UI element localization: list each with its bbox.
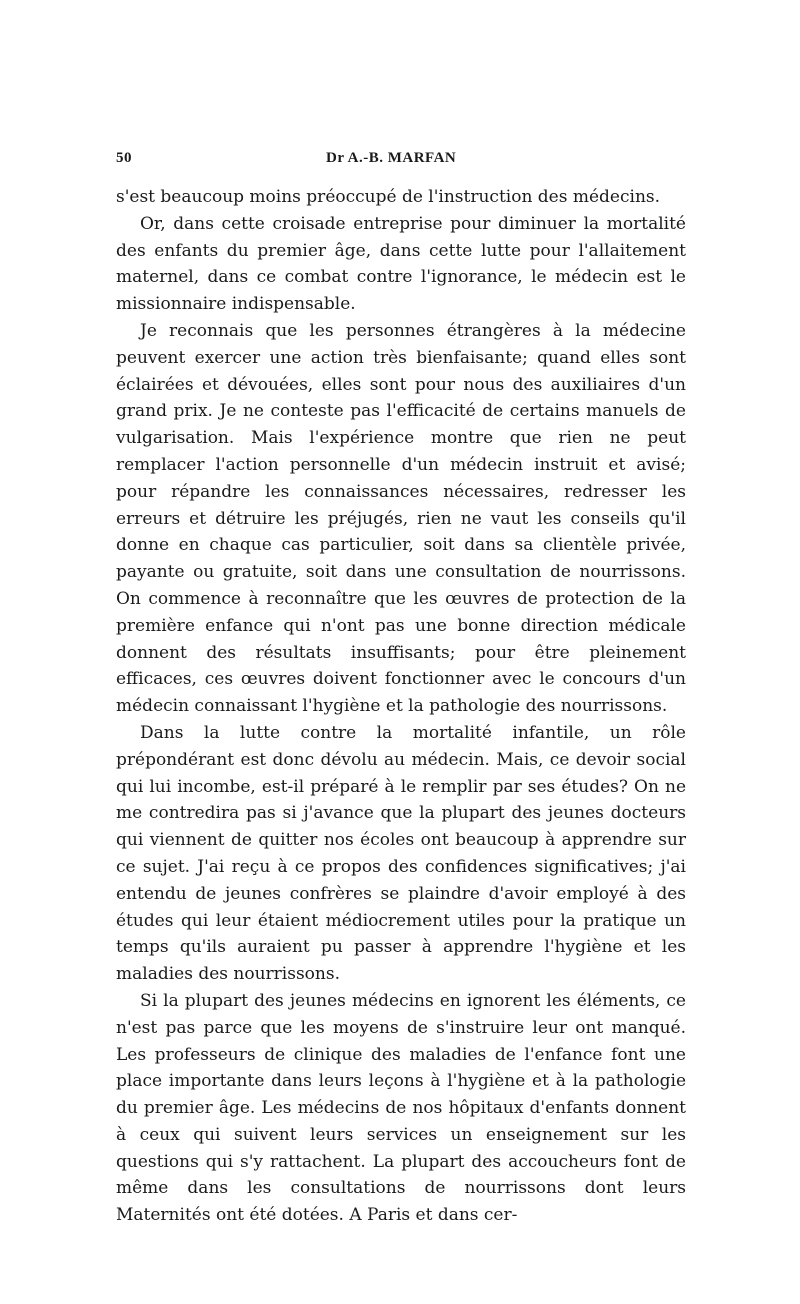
paragraph: Dans la lutte contre la mortalité infantile, un rôle prépondérant est donc dévolu au médecin. Mais, ce devoir social qui lui incombe, est-il préparé à le remplir par ses études? On ne me contredira pas si j'avance que la plupart des jeunes docteurs qui viennent de quitter nos écoles ont beaucoup à apprendre sur ce sujet. J'ai reçu à ce propos des confidences significatives; j'ai entendu de jeunes confrères se plaindre d'avoir employé à des études qui leur étaient médiocrement utiles pour la pratique un temps qu'ils auraient pu passer à apprendre l'hygiène et les maladies des nourrissons. (116, 722, 686, 985)
running-head (116, 150, 686, 172)
body-text (116, 184, 686, 1229)
paragraph: Or, dans cette croisade entreprise pour diminuer la mortalité des enfants du premier âge, dans cette lutte pour l'allaitement maternel, dans ce combat contre l'ignorance, le médecin est le missionnaire indispensable. (116, 213, 686, 315)
page-number: 50 (116, 150, 132, 166)
paragraph: Si la plupart des jeunes médecins en ignorent les éléments, ce n'est pas parce que les moyens de s'instruire leur ont manqué. Les professeurs de clinique des maladies de l'enfance font une place importante dans leurs leçons à l'hygiène et à la pathologie du premier âge. Les médecins de nos hôpitaux d'enfants donnent à ceux qui suivent leurs services un enseignement sur les questions qui s'y rattachent. La plupart des accoucheurs font de même dans les consultations de nourrissons dont leurs Maternités ont été dotées. A Paris et dans cer- (116, 990, 686, 1226)
paragraph-continuation: s'est beaucoup moins préoccupé de l'instruction des médecins. (116, 187, 661, 207)
running-title: Dr A.-B. MARFAN (326, 150, 457, 166)
paragraph: Je reconnais que les personnes étrangères à la médecine peuvent exercer une action très bienfaisante; quand elles sont éclairées et dévouées, elles sont pour nous des auxiliaires d'un grand prix. Je ne conteste pas l'efficacité de certains manuels de vulgarisation. Mais l'expérience montre que rien ne peut remplacer l'action personnelle d'un médecin instruit et avisé; pour répandre les connaissances nécessaires, redresser les erreurs et détruire les préjugés, rien ne vaut les conseils qu'il donne en chaque cas particulier, soit dans sa clientèle privée, payante ou gratuite, soit dans une consultation de nourrissons. On commence à reconnaître que les œuvres de protection de la première enfance qui n'ont pas une bonne direction médicale donnent des résultats insuffisants; pour être pleinement efficaces, ces œuvres doivent fonctionner avec le concours d'un médecin connaissant l'hygiène et la pathologie des nourrissons. (116, 320, 686, 717)
